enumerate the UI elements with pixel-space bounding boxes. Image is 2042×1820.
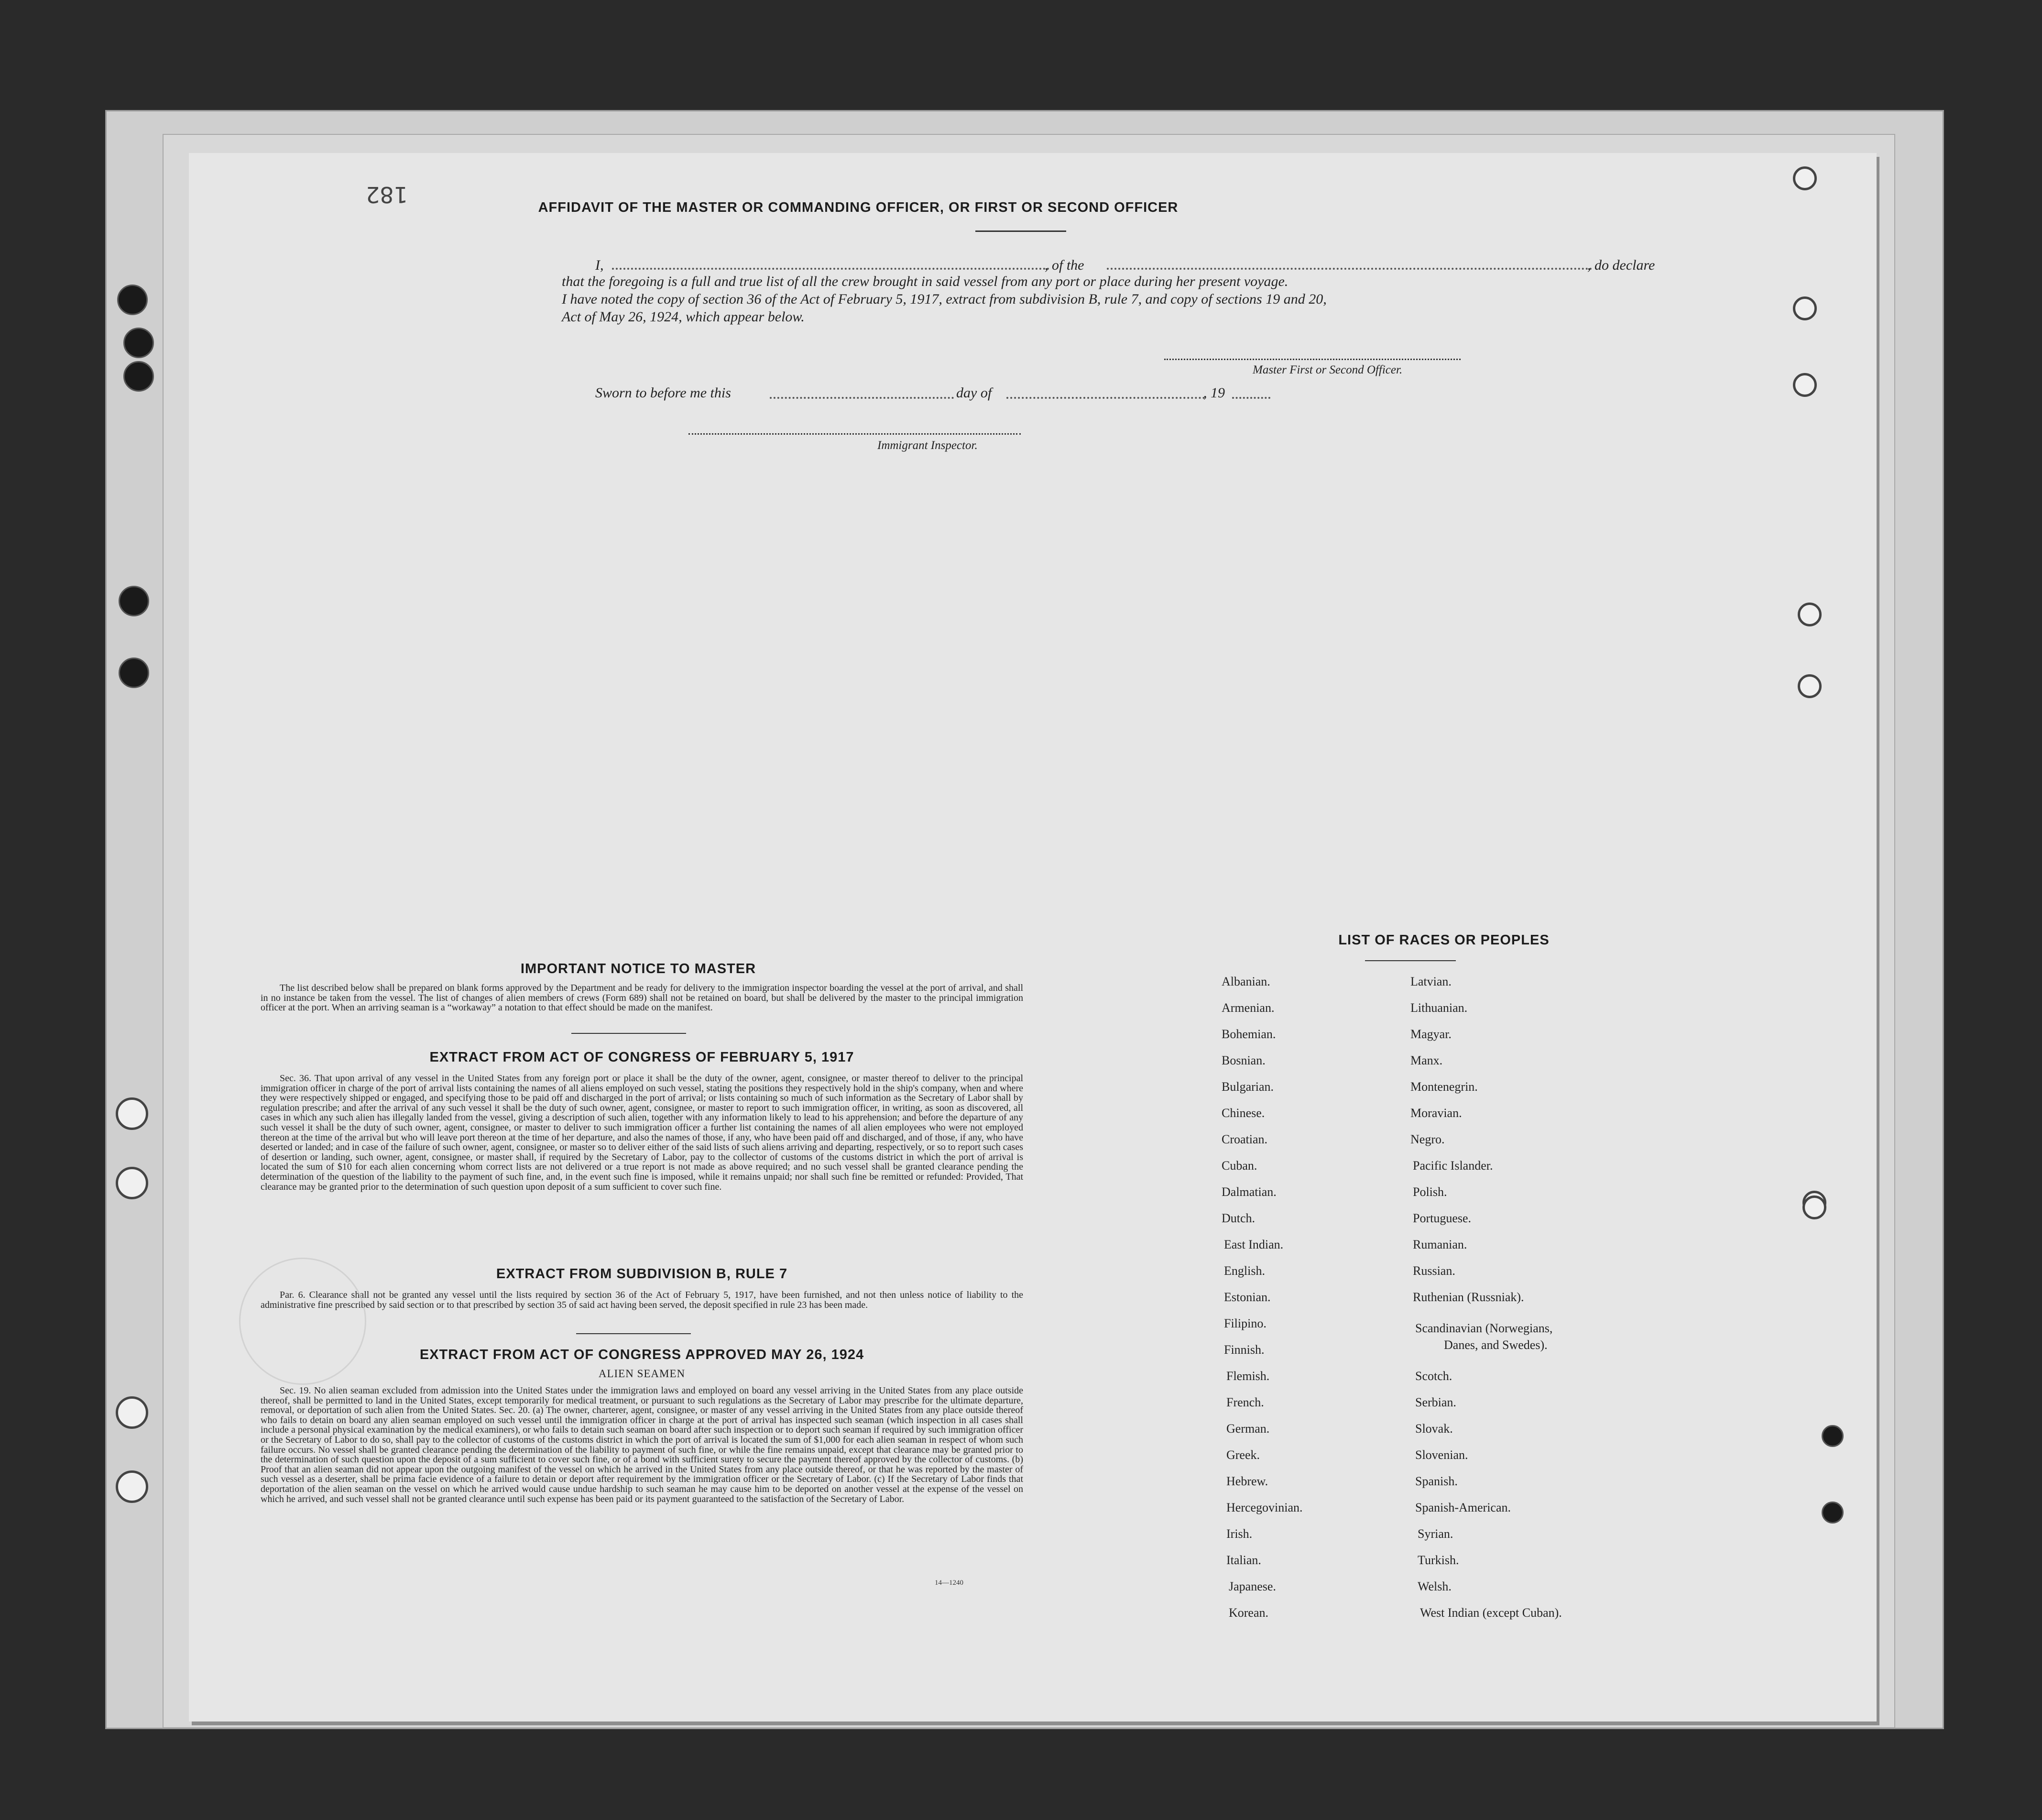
race-item: Welsh. bbox=[1418, 1579, 1452, 1593]
extract-1917-body: Sec. 36. That upon arrival of any vessel in the United States from any foreign port or place it shall be the duty of the owner, agent, consignee, or master thereof to deliver to the principal immigration officer in charge of the port of arrival lists containing the names of all aliens employed on such vessel, stating the positions they respectively hold in the ship's company, when and where they were respectively shipped or engaged, and specifying those to be paid off and discharged in the port of arrival; or lists containing so much of such information as the Secretary of Labor shall by regulation prescribe; and after the arrival of any such vessel it shall be the duty of such owner, agent, consignee, or master to report to such immigration officer, in writing, as soon as discovered, all cases in which any such alien has illegally landed from the vessel, giving a description of such alien, together with any information likely to lead to his apprehension; and before the departure of any such vessel it shall be the duty of such owner, agent, consignee, or master to deliver to such immigration officer a further list containing the names of all alien employees who were not employed thereon at the time of the arrival but who will leave port thereon at the time of her departure, and also the names of those, if any, who have been paid off and discharged, and of those, if any, who have deserted or landed; and in case of the failure of such owner, agent, consignee, or master so to deliver either of the said lists of such aliens arriving and departing, respectively, or so to report such cases of desertion or landing, such owner, agent, consignee, or master shall, if required by the Secretary of Labor, pay to the collector of customs of the customs district in which the port of arrival is located the sum of $10 for each alien concerning whom correct lists are not delivered or a true report is not made as above required; and no such vessel shall be granted clearance pending the determination of the question of the liability to the payment of such fine, and, in the event such fine is imposed, while it remains unpaid; nor shall such fine be remitted or refunded: Provided, That clearance may be granted prior to the determination of such question upon deposit of a sum sufficient to cover such fine. bbox=[261, 1073, 1023, 1192]
punch-hole bbox=[1793, 296, 1817, 320]
race-item: Bosnian. bbox=[1222, 1053, 1266, 1067]
race-item: Slovenian. bbox=[1415, 1448, 1468, 1462]
race-item-continued: Danes, and Swedes). bbox=[1444, 1338, 1548, 1352]
race-item: Italian. bbox=[1226, 1553, 1261, 1567]
race-item: English. bbox=[1224, 1264, 1265, 1278]
race-item: Albanian. bbox=[1222, 975, 1270, 988]
punch-hole bbox=[116, 1167, 148, 1199]
race-item: Croatian. bbox=[1222, 1132, 1268, 1146]
race-item: Portuguese. bbox=[1413, 1211, 1472, 1225]
punch-hole bbox=[1798, 603, 1822, 626]
race-item: Montenegrin. bbox=[1410, 1080, 1478, 1094]
notice-body: The list described below shall be prepared on blank forms approved by the Department and be ready for delivery to the immigration inspector boarding the vessel at the port of arrival, and shall in no instance be taken from the vessel. The list of changes of alien members of crews (Form 689) shall not be retained on board, but shall be delivered by the master to the principal immigration officer at the port. When an arriving seaman is a “workaway” a notation to that effect should be made on the manifest. bbox=[261, 983, 1023, 1013]
punch-hole bbox=[116, 1097, 148, 1130]
extract-1917-title: EXTRACT FROM ACT OF CONGRESS OF FEBRUARY 5, 1917 bbox=[429, 1050, 854, 1065]
title-rule bbox=[1365, 960, 1456, 961]
handwritten-page-number: 182 bbox=[366, 182, 408, 208]
vessel-blank[interactable] bbox=[1107, 268, 1592, 270]
race-item: Armenian. bbox=[1222, 1001, 1275, 1015]
faint-seal-impression bbox=[239, 1258, 366, 1385]
race-item: Rumanian. bbox=[1413, 1238, 1467, 1251]
sworn-day-blank[interactable] bbox=[770, 397, 954, 399]
name-blank[interactable] bbox=[612, 268, 1049, 270]
race-item: Bulgarian. bbox=[1222, 1080, 1274, 1094]
race-item: Greek. bbox=[1226, 1448, 1260, 1462]
section-rule bbox=[571, 1033, 686, 1034]
race-item: Lithuanian. bbox=[1410, 1001, 1468, 1015]
race-item: Flemish. bbox=[1226, 1369, 1270, 1383]
punch-hole bbox=[116, 1470, 148, 1503]
race-item: Slovak. bbox=[1415, 1422, 1453, 1436]
punch-hole bbox=[1793, 166, 1817, 190]
race-item: Bohemian. bbox=[1222, 1027, 1276, 1041]
race-item: Serbian. bbox=[1415, 1395, 1456, 1409]
race-item: German. bbox=[1226, 1422, 1270, 1436]
race-item: Scotch. bbox=[1415, 1369, 1452, 1383]
sworn-prefix: Sworn to before me this bbox=[595, 385, 731, 401]
notice-title: IMPORTANT NOTICE TO MASTER bbox=[520, 961, 756, 976]
race-item: Pacific Islander. bbox=[1413, 1159, 1493, 1173]
race-item: Russian. bbox=[1413, 1264, 1455, 1278]
inspector-label: Immigrant Inspector. bbox=[877, 439, 978, 452]
race-item: Dalmatian. bbox=[1222, 1185, 1277, 1199]
punch-hole bbox=[119, 658, 149, 688]
race-item: Polish. bbox=[1413, 1185, 1447, 1199]
race-item: Japanese. bbox=[1229, 1579, 1276, 1593]
affidavit-line2: that the foregoing is a full and true list of all the crew brought in said vessel from any port or place during her present voyage. bbox=[562, 274, 1289, 289]
form-number: 14—1240 bbox=[935, 1579, 963, 1587]
punch-hole bbox=[123, 328, 154, 358]
master-signature-label: Master First or Second Officer. bbox=[1253, 363, 1403, 376]
affidavit-line4: Act of May 26, 1924, which appear below. bbox=[562, 309, 805, 325]
punch-hole bbox=[116, 1396, 148, 1429]
sworn-day-of: day of bbox=[956, 385, 992, 401]
affidavit-i: I, bbox=[595, 257, 604, 273]
sworn-year: , 19 bbox=[1203, 385, 1225, 401]
sworn-year-blank[interactable] bbox=[1232, 397, 1270, 399]
affidavit-do-declare: , do declare bbox=[1587, 257, 1655, 273]
punch-hole bbox=[117, 285, 148, 315]
punch-hole bbox=[123, 361, 154, 392]
race-item: Filipino. bbox=[1224, 1316, 1267, 1330]
punch-hole bbox=[1802, 1195, 1826, 1219]
race-item: Estonian. bbox=[1224, 1290, 1271, 1304]
extract-rule7-title: EXTRACT FROM SUBDIVISION B, RULE 7 bbox=[496, 1266, 788, 1282]
race-item: Korean. bbox=[1229, 1606, 1269, 1620]
race-item: Chinese. bbox=[1222, 1106, 1265, 1120]
race-item: Latvian. bbox=[1410, 975, 1452, 988]
punch-hole bbox=[1822, 1502, 1844, 1524]
punch-hole bbox=[1822, 1425, 1844, 1447]
race-item: Scandinavian (Norwegians, bbox=[1415, 1321, 1553, 1335]
race-item: Hercegovinian. bbox=[1226, 1501, 1303, 1514]
race-item: Cuban. bbox=[1222, 1159, 1257, 1173]
title-rule bbox=[975, 230, 1066, 232]
race-item: East Indian. bbox=[1224, 1238, 1284, 1251]
race-item: Moravian. bbox=[1410, 1106, 1462, 1120]
races-title: LIST OF RACES OR PEOPLES bbox=[1338, 932, 1550, 948]
race-item: West Indian (except Cuban). bbox=[1420, 1606, 1562, 1620]
section-rule bbox=[576, 1333, 691, 1334]
extract-1924-subtitle: ALIEN SEAMEN bbox=[598, 1368, 686, 1380]
race-item: Turkish. bbox=[1418, 1553, 1459, 1567]
race-item: Finnish. bbox=[1224, 1343, 1265, 1357]
immigration-form-page bbox=[189, 153, 1877, 1721]
affidavit-of-the: , of the bbox=[1045, 257, 1084, 273]
race-item: Ruthenian (Russniak). bbox=[1413, 1290, 1524, 1304]
affidavit-title: AFFIDAVIT OF THE MASTER OR COMMANDING OFFICER, OR FIRST OR SECOND OFFICER bbox=[538, 200, 1179, 215]
race-item: Negro. bbox=[1410, 1132, 1445, 1146]
race-item: Spanish. bbox=[1415, 1474, 1458, 1488]
race-item: Syrian. bbox=[1418, 1527, 1453, 1541]
punch-hole bbox=[1798, 674, 1822, 698]
extract-1924-title: EXTRACT FROM ACT OF CONGRESS APPROVED MAY 26, 1924 bbox=[419, 1347, 864, 1362]
race-item: Manx. bbox=[1410, 1053, 1443, 1067]
race-item: French. bbox=[1226, 1395, 1264, 1409]
punch-hole bbox=[1793, 373, 1817, 397]
race-item: Hebrew. bbox=[1226, 1474, 1268, 1488]
race-item: Irish. bbox=[1226, 1527, 1253, 1541]
race-item: Dutch. bbox=[1222, 1211, 1256, 1225]
punch-hole bbox=[119, 586, 149, 616]
affidavit-line3: I have noted the copy of section 36 of the Act of February 5, 1917, extract from subdivision B, rule 7, and copy of sections 19 and 20, bbox=[562, 291, 1327, 307]
inspector-signature-line[interactable] bbox=[688, 433, 1021, 435]
race-item: Spanish-American. bbox=[1415, 1501, 1511, 1514]
extract-rule7-body: Par. 6. Clearance shall not be granted any vessel until the lists required by section 36 of the Act of February 5, 1917, have been furnished, and not then unless notice of liability to the administrative fine prescribed by said section or to that prescribed by section 35 of said act having been served, the deposit specified in rule 23 has been made. bbox=[261, 1290, 1023, 1310]
master-signature-line[interactable] bbox=[1164, 359, 1461, 360]
sworn-month-blank[interactable] bbox=[1006, 397, 1205, 399]
extract-1924-body: Sec. 19. No alien seaman excluded from admission into the United States under the immigration laws and employed on board any vessel arriving in the United States from any place outside thereof, shall be permitted to land in the United States, except temporarily for medical treatment, or pursuant to such regulations as the Secretary of Labor may prescribe for the ultimate departure, removal, or deportation of such alien from the United States. Sec. 20. (a) The owner, charterer, agent, consignee, or master of any vessel arriving in the United States from any place outside thereof who fails to detain on board any alien seaman employed on such vessel until the immigration officer in charge at the port of arrival has inspected such seaman (which inspection in all cases shall include a personal physical examination by the medical examiners), or who fails to detain such seaman on board after such inspection or to deport such seaman if required by such immigration officer or the Secretary of Labor to do so, shall pay to the collector of customs of the customs district in which the port of arrival is located the sum of $1,000 for each alien seaman in respect of whom such failure occurs. No vessel shall be granted clearance pending the determination of the liability to payment of such fine, or while the fine remains unpaid, except that clearance may be granted prior to the determination of such question upon the deposit of a sum sufficient to cover such fine, or of a bond with sufficient surety to secure the payment thereof approved by the collector of customs. (b) Proof that an alien seaman did not appear upon the outgoing manifest of the vessel on which he arrived in the United States from any place outside thereof, or that he was reported by the master of such vessel as a deserter, shall be prima facie evidence of a failure to detain or deport after requirement by the immigration officer or the Secretary of Labor. (c) If the Secretary of Labor finds that deportation of the alien seaman on the vessel on which he arrived would cause undue hardship to such seaman he may cause him to be deported on another vessel at the expense of the vessel on which he arrived, and such vessel shall not be granted clearance until such expense has been paid or its payment guaranteed to the satisfaction of the Secretary of Labor. bbox=[261, 1385, 1023, 1504]
race-item: Magyar. bbox=[1410, 1027, 1452, 1041]
